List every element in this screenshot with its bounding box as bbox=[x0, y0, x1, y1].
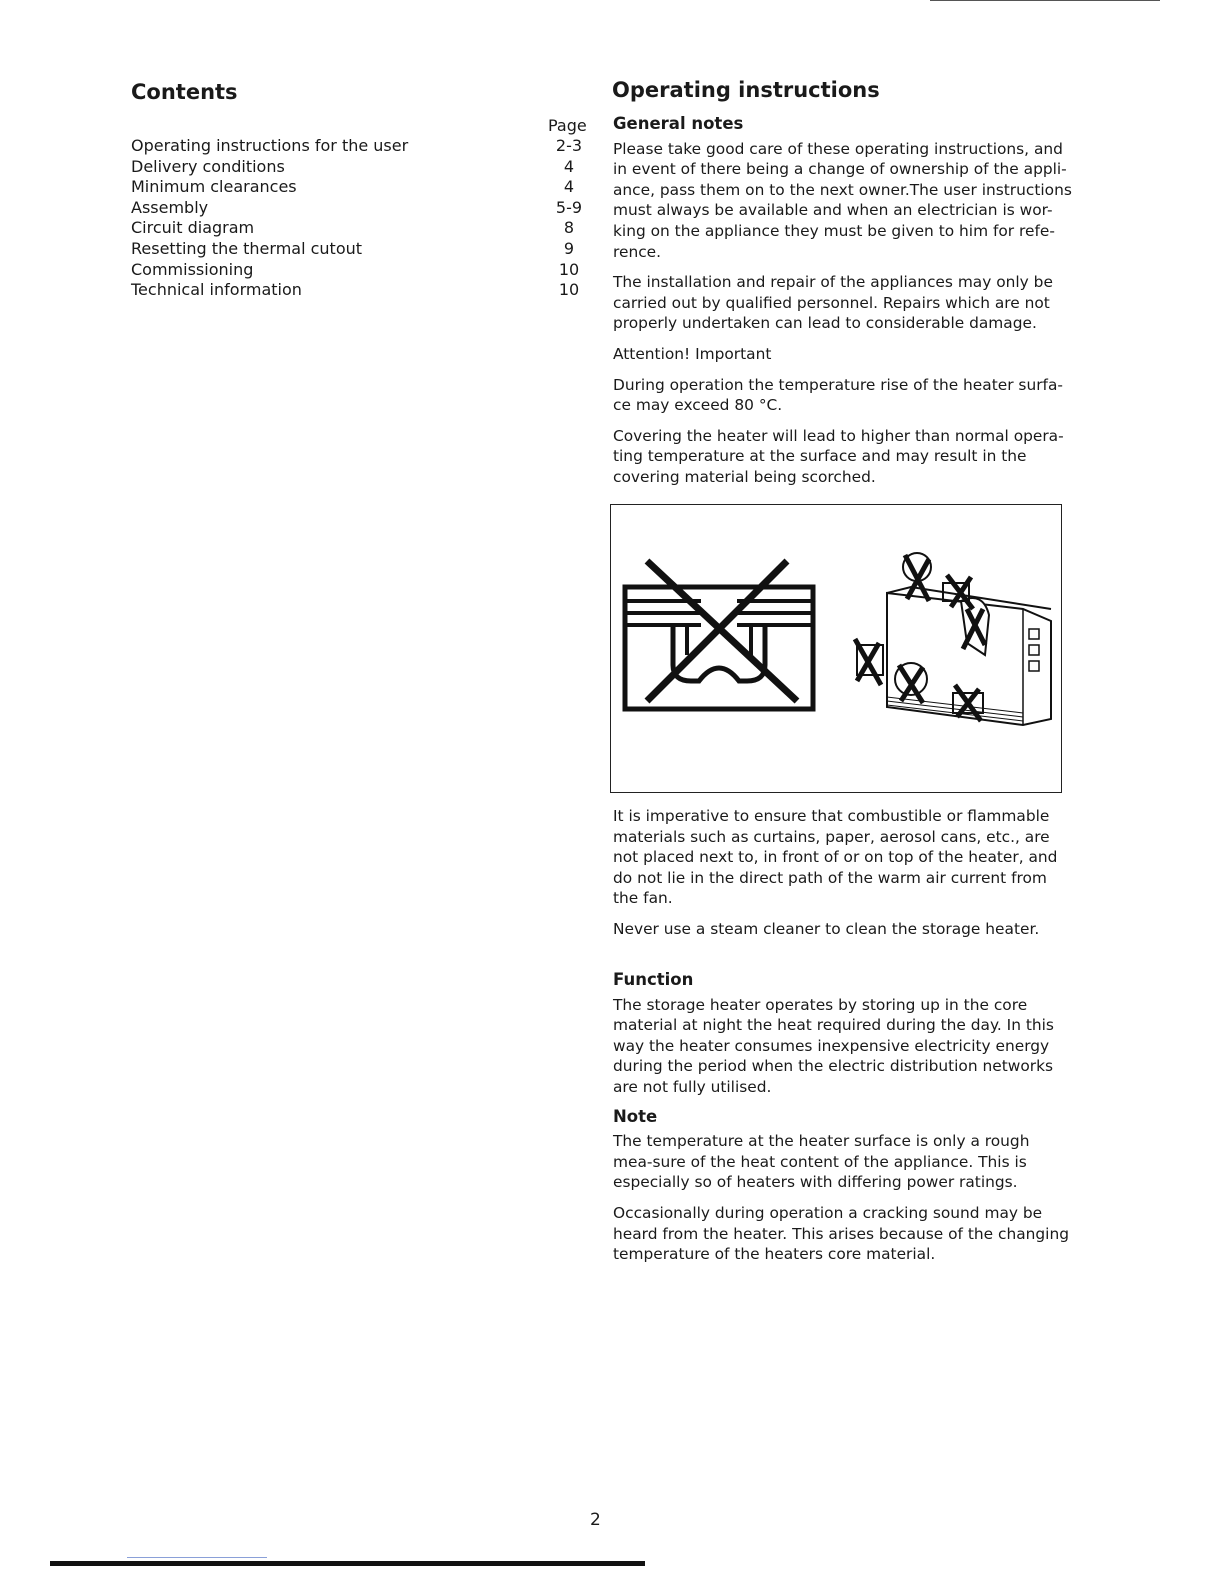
function-section bbox=[613, 970, 1073, 1275]
toc-item: Operating instructions for the user 2-3 bbox=[131, 136, 583, 155]
toc-item: Technical information 10 bbox=[131, 280, 580, 300]
top-rule bbox=[930, 0, 1160, 1]
paragraph: Covering the heater will lead to higher than normal opera-ting temperature at the surface and may result in the covering material being scorched. bbox=[613, 426, 1064, 486]
toc-item: Assembly 5-9 bbox=[131, 197, 583, 217]
paragraph: Never use a steam cleaner to clean the storage heater. bbox=[613, 919, 1040, 938]
do-not-cover-illustration bbox=[611, 505, 1060, 791]
toc-item: Minimum clearances 4 bbox=[131, 177, 575, 197]
general-notes-title: General notes bbox=[613, 114, 744, 133]
paragraph: The temperature at the heater surface is only a rough mea-sure of the heat content of the appliance. This is especially so of heaters with differing power ratings. bbox=[613, 1132, 1030, 1192]
do-not-cover-symbol bbox=[625, 561, 813, 709]
paragraph: The installation and repair of the appliances may only be carried out by qualified personnel. Repairs which are not properly undertaken can lead to considerable damage. bbox=[613, 273, 1053, 333]
safety-section bbox=[613, 806, 1073, 950]
bottom-rule-accent bbox=[127, 1557, 267, 1558]
contents-title: Contents bbox=[131, 80, 238, 104]
paragraph: It is imperative to ensure that combustible or flammable materials such as curtains, paper, aerosol cans, etc., are not placed next to, in front of or on top of the heater, and do not lie in the direct path of the warm air current from the fan. bbox=[613, 807, 1058, 908]
toc-item: Commissioning 10 bbox=[131, 259, 580, 279]
general-notes-section bbox=[613, 114, 1073, 498]
toc-item: Resetting the thermal cutout 9 bbox=[131, 238, 575, 258]
page-column-header: Page bbox=[548, 116, 587, 135]
toc-item: Circuit diagram 8 bbox=[131, 218, 575, 238]
paragraph: The storage heater operates by storing up in the core material at night the heat required during the day. In this way the heater consumes inexpensive electricity energy during the period when the electric distribution networks are not fully utilised. bbox=[613, 995, 1054, 1096]
page-number: 2 bbox=[590, 1510, 601, 1530]
toc-item: Delivery conditions 4 bbox=[131, 156, 575, 176]
warning-illustration bbox=[610, 504, 1062, 793]
paragraph: Occasionally during operation a cracking sound may be heard from the heater. This arises because of the changing temperature of the heaters core material. bbox=[613, 1203, 1069, 1264]
heater-drawing bbox=[855, 553, 1051, 725]
paragraph: Please take good care of these operating instructions, and in event of there being a change of ownership of the appli-ance, pass them on to the next owner.The user instructions must always be available and when an electrician is wor-king on the appliance they must be given to him for refe-rence. bbox=[613, 139, 1072, 261]
operating-instructions-title: Operating instructions bbox=[612, 78, 880, 102]
note-title: Note bbox=[613, 1106, 658, 1126]
paragraph: Attention! Important bbox=[613, 344, 772, 363]
function-title: Function bbox=[613, 970, 694, 989]
table-of-contents bbox=[131, 136, 591, 301]
bottom-rule bbox=[50, 1561, 645, 1566]
paragraph: During operation the temperature rise of the heater surfa-ce may exceed 80 °C. bbox=[613, 375, 1063, 415]
